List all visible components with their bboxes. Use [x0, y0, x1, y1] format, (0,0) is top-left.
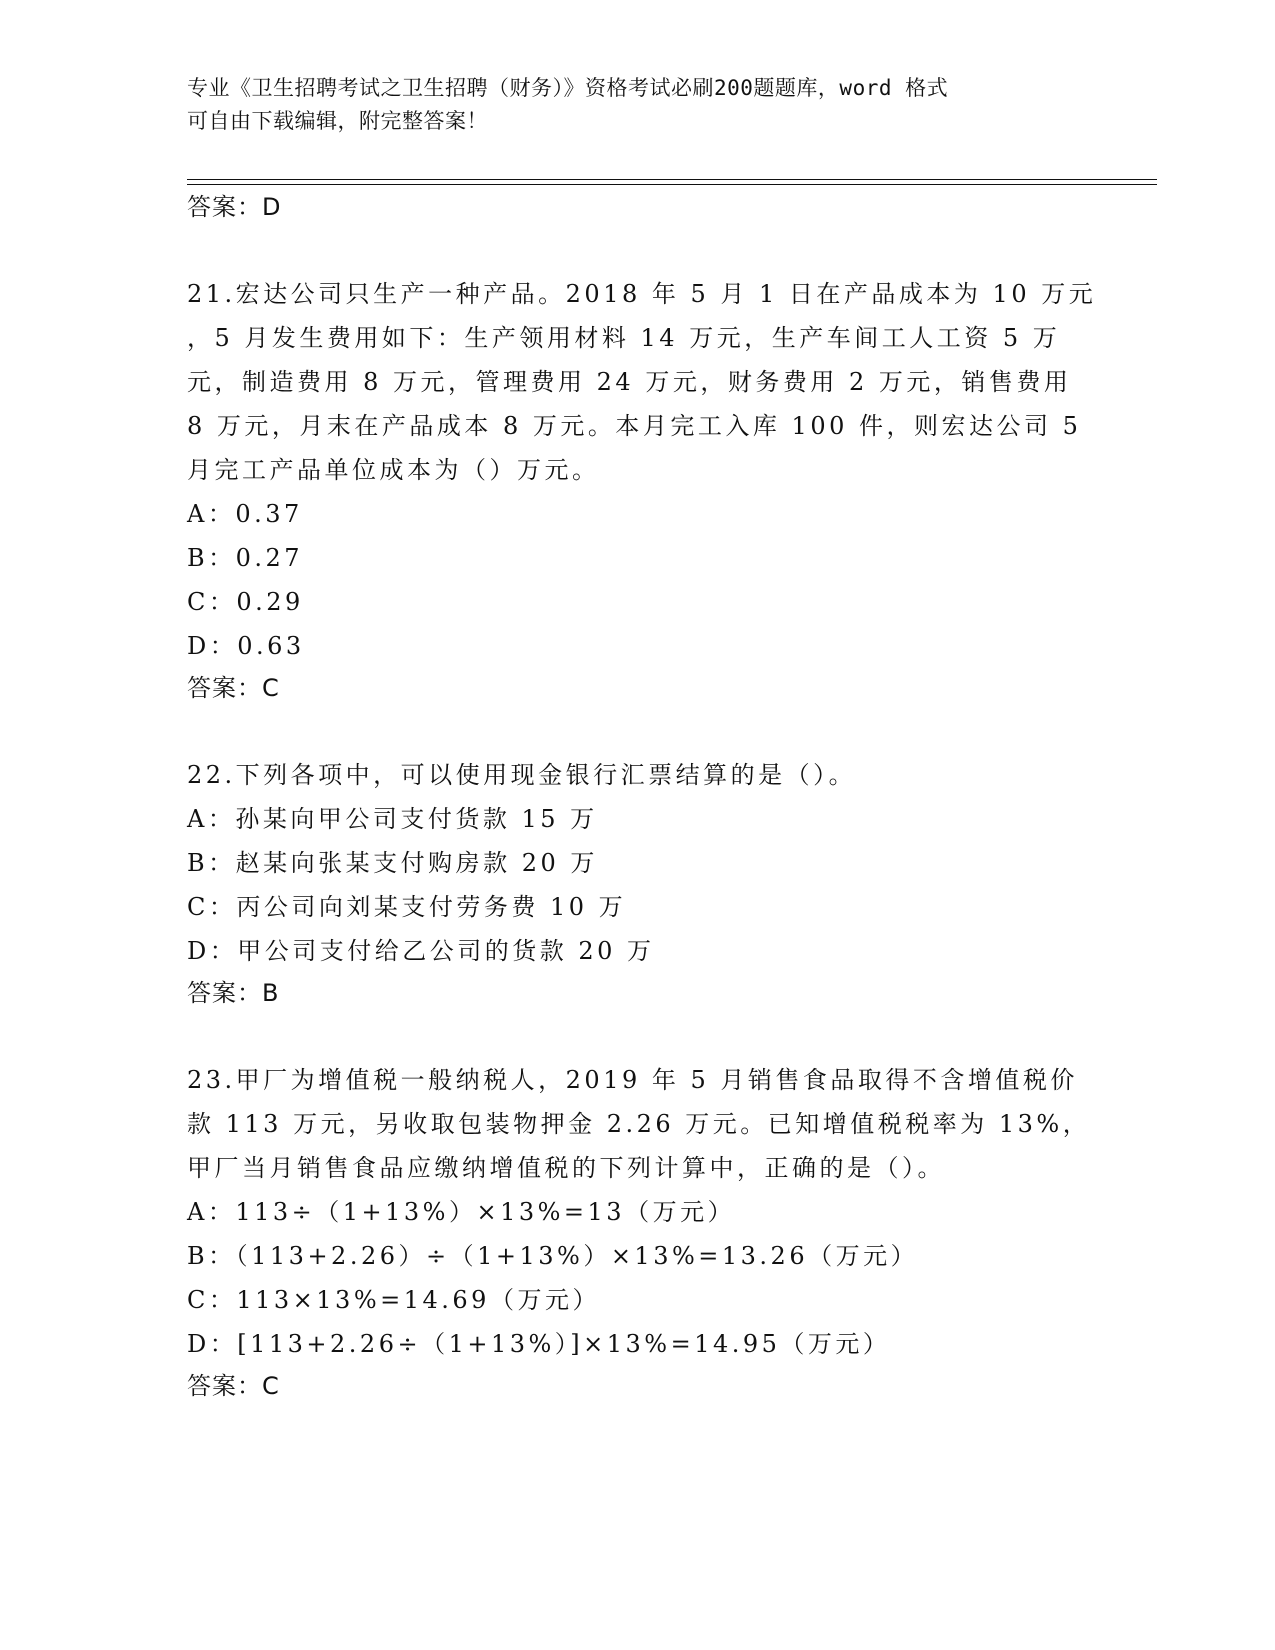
document-header	[187, 72, 1087, 138]
q23-option-c: C：113×13%=14.69（万元）	[187, 1286, 600, 1314]
q23-option-a: A：113÷（1+13%）×13%=13（万元）	[187, 1198, 736, 1226]
q21-answer: 答案：C	[187, 674, 280, 702]
q23-text-line: 款 113 万元，另收取包装物押金 2.26 万元。已知增值税税率为 13%，	[187, 1110, 1091, 1138]
q22-option-a: A：孙某向甲公司支付货款 15 万	[187, 805, 598, 833]
header-line-2: 可自由下载编辑，附完整答案！	[187, 109, 488, 133]
q21-option-a: A：0.37	[187, 500, 303, 528]
q23-text-line: 甲厂当月销售食品应缴纳增值税的下列计算中，正确的是（）。	[187, 1154, 945, 1182]
q21-text-line: 月完工产品单位成本为（）万元。	[187, 456, 600, 484]
header-line-1: 专业《卫生招聘考试之卫生招聘（财务）》资格考试必刷200题题库，word 格式	[187, 76, 949, 100]
q22-option-b: B：赵某向张某支付购房款 20 万	[187, 849, 598, 877]
q23-answer: 答案：C	[187, 1372, 280, 1400]
q23-option-b: B：（113+2.26）÷（1+13%）×13%=13.26（万元）	[187, 1242, 919, 1270]
q21-option-b: B：0.27	[187, 544, 304, 572]
q22-option-d: D：甲公司支付给乙公司的货款 20 万	[187, 937, 655, 965]
q23-text-line: 23.甲厂为增值税一般纳税人，2019 年 5 月销售食品取得不含增值税价	[187, 1066, 1078, 1094]
q21-text-line: ，5 月发生费用如下：生产领用材料 14 万元，生产车间工人工资 5 万	[187, 324, 1061, 352]
q23-option-d: D：[113+2.26÷（1+13%）]×13%=14.95（万元）	[187, 1330, 891, 1358]
q21-text-line: 元，制造费用 8 万元，管理费用 24 万元，财务费用 2 万元，销售费用	[187, 368, 1072, 396]
previous-answer: 答案：D	[187, 193, 282, 221]
q21-option-d: D：0.63	[187, 632, 305, 660]
q21-text-line: 21.宏达公司只生产一种产品。2018 年 5 月 1 日在产品成本为 10 万元	[187, 280, 1097, 308]
q21-text-line: 8 万元，月末在产品成本 8 万元。本月完工入库 100 件，则宏达公司 5	[187, 412, 1082, 440]
header-divider-top	[187, 179, 1157, 180]
q22-answer: 答案：B	[187, 979, 280, 1007]
q22-text-line: 22.下列各项中，可以使用现金银行汇票结算的是（）。	[187, 761, 857, 789]
q22-option-c: C：丙公司向刘某支付劳务费 10 万	[187, 893, 627, 921]
q21-option-c: C：0.29	[187, 588, 304, 616]
header-divider-bottom	[187, 184, 1157, 185]
